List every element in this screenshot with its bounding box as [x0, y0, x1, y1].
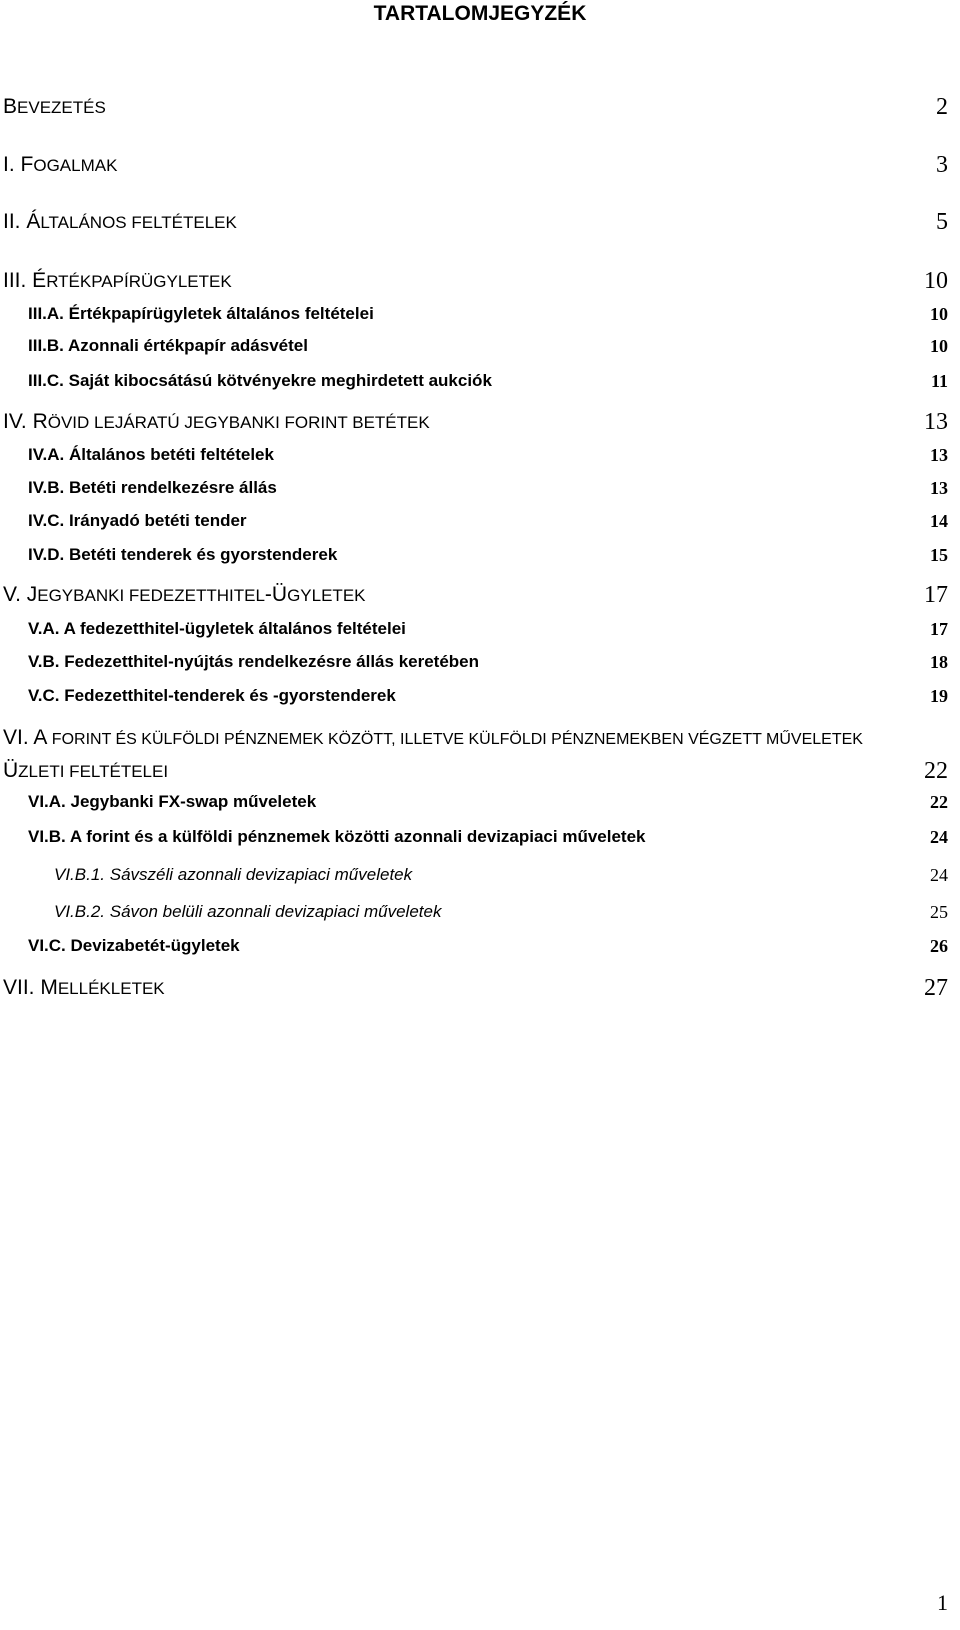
toc-entry-label: VI.B.2. Sávon belüli azonnali devizapiaci műveletek — [54, 902, 442, 921]
toc-entry-label: III.B. Azonnali értékpapír adásvétel — [28, 336, 308, 355]
toc-entry-rovid-lejaratu[interactable] — [0, 407, 960, 437]
toc-entry-label: V.A. A fedezetthitel-ügyletek általános feltételei — [28, 619, 406, 638]
toc-entry-label: IV.A. Általános betéti feltételek — [28, 445, 274, 464]
toc-entry-page: 13 — [930, 478, 948, 498]
toc-entry-label: V.C. Fedezetthitel-tenderek és -gyorstenderek — [28, 686, 396, 705]
toc-entry-page: 3 — [936, 152, 948, 178]
toc-entry-3c[interactable] — [0, 366, 960, 396]
toc-entry-page: 10 — [924, 268, 948, 294]
toc-entry-page: 15 — [930, 545, 948, 565]
toc-entry-label: V.B. Fedezetthitel-nyújtás rendelkezésre állás keretében — [28, 652, 480, 671]
toc-entry-fedezetthitel[interactable] — [0, 580, 960, 610]
toc-entry-4b[interactable] — [0, 473, 960, 503]
toc-entry-page: 17 — [924, 582, 948, 608]
toc-entry-page: 24 — [930, 865, 948, 885]
toc-entry-label: IV. RÖVID LEJÁRATÚ JEGYBANKI FORINT BETÉTEK — [3, 410, 430, 433]
toc-entry-label: VI.B.1. Sávszéli azonnali devizapiaci műveletek — [54, 865, 413, 884]
toc-entry-ertekpapirugyletek[interactable] — [0, 266, 960, 296]
toc-entry-page: 5 — [936, 209, 948, 235]
toc-entry-fogalmak[interactable] — [0, 150, 960, 180]
toc-entry-page: 25 — [930, 902, 948, 922]
toc-entry-6a[interactable] — [0, 787, 960, 817]
toc-entry-label: I. FOGALMAK — [3, 153, 118, 176]
toc-entry-5c[interactable] — [0, 681, 960, 711]
toc-entry-page: 10 — [930, 304, 948, 324]
toc-entry-label: III.C. Saját kibocsátású kötvényekre meghirdetett aukciók — [28, 371, 492, 390]
toc-entry-6b[interactable] — [0, 822, 960, 852]
toc-entry-page: 10 — [930, 336, 948, 356]
toc-entry-5a[interactable] — [0, 614, 960, 644]
toc-entry-page: 19 — [930, 686, 948, 706]
toc-entry-page: 22 — [924, 758, 948, 784]
toc-entry-3b[interactable] — [0, 331, 960, 361]
toc-entry-6b1[interactable] — [0, 860, 960, 890]
toc-entry-label-line2: ÜZLETI FELTÉTELEI — [3, 759, 169, 782]
toc-entry-page: 27 — [924, 975, 948, 1001]
toc-entry-page: 22 — [930, 792, 948, 812]
toc-entry-label: VII. MELLÉKLETEK — [3, 976, 165, 999]
toc-entry-6c[interactable] — [0, 931, 960, 961]
toc-entry-bevezetes[interactable] — [0, 92, 960, 122]
toc-entry-page: 26 — [930, 936, 948, 956]
toc-entry-mellekletek[interactable] — [0, 973, 960, 1003]
toc-entry-label: VI.B. A forint és a külföldi pénznemek közötti azonnali devizapiaci műveletek — [28, 827, 646, 846]
page-title: TARTALOMJEGYZÉK — [373, 2, 587, 25]
toc-entry-label: VI.A. Jegybanki FX-swap műveletek — [28, 792, 317, 811]
toc-entry-label: V. JEGYBANKI FEDEZETTHITEL-ÜGYLETEK — [3, 583, 366, 606]
toc-entry-label: II. ÁLTALÁNOS FELTÉTELEK — [3, 210, 237, 233]
toc-entry-label: BEVEZETÉS — [3, 95, 106, 118]
toc-entry-altalanos-feltetelek[interactable] — [0, 207, 960, 237]
toc-entry-4d[interactable] — [0, 540, 960, 570]
toc-entry-4a[interactable] — [0, 440, 960, 470]
toc-entry-page: 2 — [936, 94, 948, 120]
toc-entry-page: 13 — [924, 409, 948, 435]
toc-entry-3a[interactable] — [0, 299, 960, 329]
toc-entry-page: 13 — [930, 445, 948, 465]
page-number: 1 — [937, 1590, 948, 1615]
toc-entry-label: IV.D. Betéti tenderek és gyorstenderek — [28, 545, 338, 564]
toc-entry-page: 18 — [930, 652, 948, 672]
toc-entry-4c[interactable] — [0, 506, 960, 536]
toc-entry-label: VI.C. Devizabetét-ügyletek — [28, 936, 240, 955]
toc-entry-label: III. ÉRTÉKPAPÍRÜGYLETEK — [3, 269, 232, 292]
toc-entry-page: 11 — [930, 371, 948, 391]
toc-entry-page: 24 — [930, 827, 948, 847]
toc-entry-label: VI. A FORINT ÉS KÜLFÖLDI PÉNZNEMEK KÖZÖTT, ILLETVE KÜLFÖLDI PÉNZNEMEKBEN VÉGZETT MŰVELETEK — [3, 726, 863, 749]
toc-entry-5b[interactable] — [0, 647, 960, 677]
toc-entry-label: III.A. Értékpapírügyletek általános feltételei — [28, 304, 374, 323]
toc-entry-6b2[interactable] — [0, 897, 960, 927]
toc-entry-forint-kulfoldi[interactable] — [0, 726, 960, 786]
toc-entry-label: IV.C. Irányadó betéti tender — [28, 511, 247, 530]
toc-entry-page: 17 — [930, 619, 948, 639]
toc-entry-page: 14 — [930, 511, 948, 531]
toc-entry-label: IV.B. Betéti rendelkezésre állás — [28, 478, 277, 497]
